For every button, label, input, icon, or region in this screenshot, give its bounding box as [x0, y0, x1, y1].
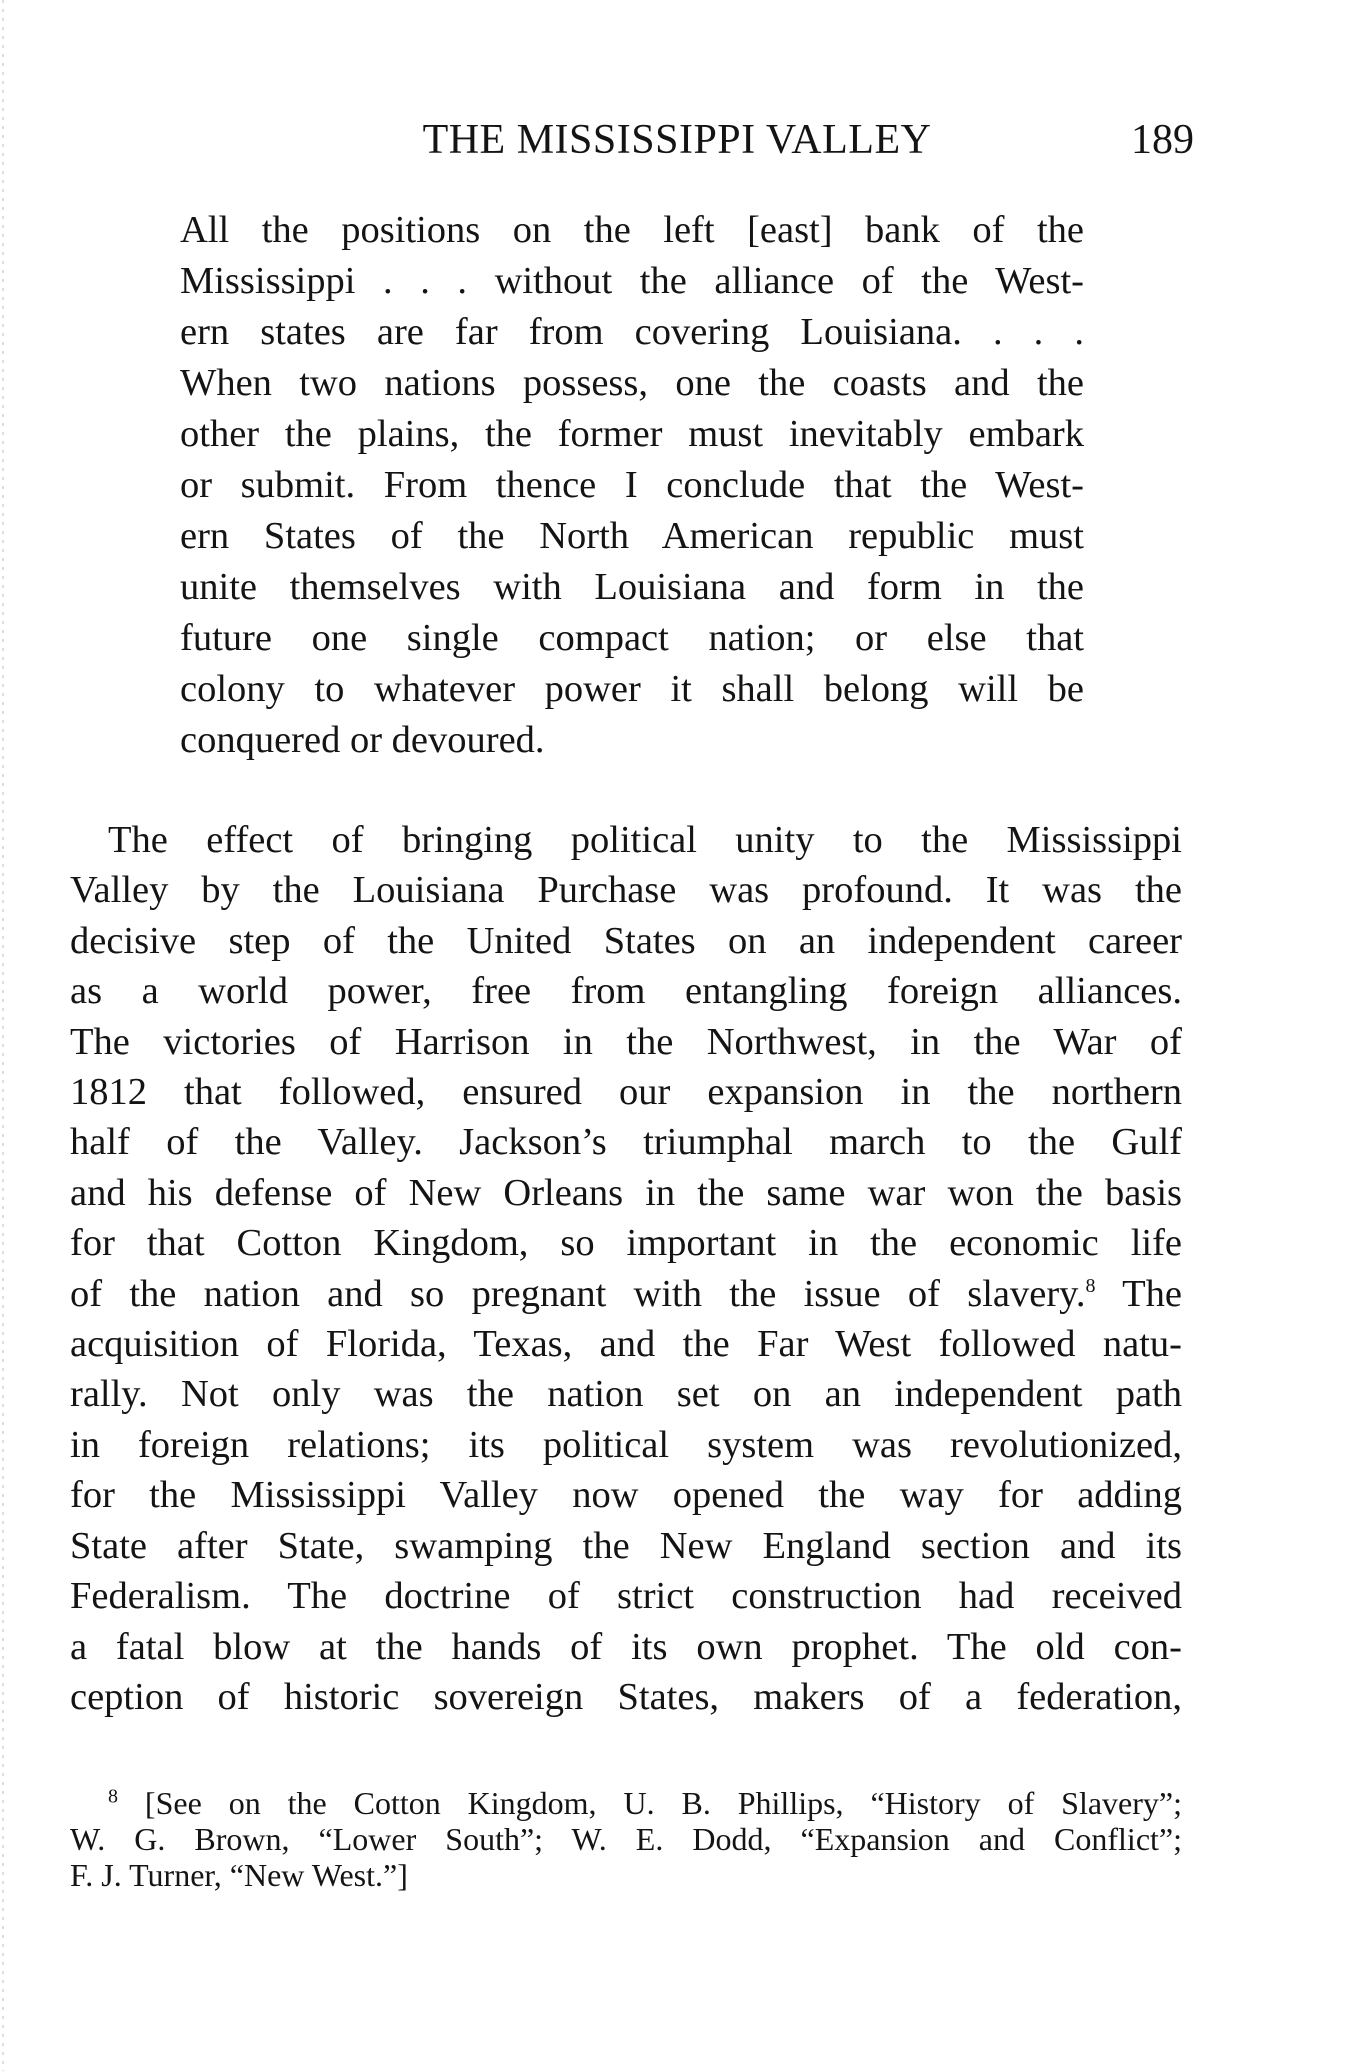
body-line: a fatal blow at the hands of its own prophet. The old con- — [70, 1625, 1182, 1668]
body-line: as a world power, free from entangling foreign alliances. — [70, 970, 1182, 1013]
body-line: decisive step of the United States on an independent career — [70, 919, 1182, 962]
body-line: Valley by the Louisiana Purchase was profound. It was the — [70, 869, 1182, 912]
page-edge-scan-artifact — [2, 0, 4, 2071]
quote-line: conquered or devoured. — [180, 719, 545, 761]
quote-line: colony to whatever power it shall belong will be — [180, 668, 1084, 710]
body-line: State after State, swamping the New England section and its — [70, 1524, 1182, 1567]
page-number: 189 — [1131, 117, 1194, 163]
quote-line: future one single compact nation; or else that — [180, 617, 1084, 659]
quote-line: or submit. From thence I conclude that the West- — [180, 464, 1084, 506]
body-line: in foreign relations; its political system was revolutionized, — [70, 1423, 1182, 1466]
body-line-tail: The — [1095, 1272, 1182, 1315]
body-line-text: of the nation and so pregnant with the issue of slavery. — [70, 1272, 1086, 1315]
body-line: acquisition of Florida, Texas, and the Far West followed natu- — [70, 1323, 1182, 1366]
running-title: THE MISSISSIPPI VALLEY — [422, 117, 932, 163]
body-line: The effect of bringing political unity to the Mississippi — [108, 819, 1182, 861]
body-line: ception of historic sovereign States, makers of a federation, — [70, 1675, 1182, 1718]
quote-line: When two nations possess, one the coasts and the — [180, 362, 1084, 404]
quote-line: Mississippi . . . without the alliance of the West- — [180, 260, 1084, 302]
body-line: and his defense of New Orleans in the same war won the basis — [70, 1171, 1182, 1214]
quote-line: unite themselves with Louisiana and form in the — [180, 566, 1084, 608]
footnote-line: W. G. Brown, “Lower South”; W. E. Dodd, “Expansion and Conflict”; — [70, 1821, 1182, 1857]
block-quote — [180, 205, 1084, 766]
body-line — [70, 1269, 1182, 1319]
running-header — [0, 110, 1354, 170]
body-line: for the Mississippi Valley now opened the way for adding — [70, 1474, 1182, 1517]
body-line: for that Cotton Kingdom, so important in the economic life — [70, 1222, 1182, 1265]
body-line: The victories of Harrison in the Northwest, in the War of — [70, 1020, 1182, 1063]
quote-line: ern States of the North American republic must — [180, 515, 1084, 557]
body-line: Federalism. The doctrine of strict construction had received — [70, 1575, 1182, 1618]
footnote-line-text: [See on the Cotton Kingdom, U. B. Phillips, “History of Slavery”; — [118, 1785, 1182, 1821]
footnote-reference-marker: 8 — [1085, 1274, 1096, 1297]
footnote-line: F. J. Turner, “New West.”] — [70, 1857, 408, 1893]
body-line: rally. Not only was the nation set on an independent path — [70, 1373, 1182, 1416]
footnote-line — [70, 1785, 1182, 1821]
quote-line: other the plains, the former must inevitably embark — [180, 413, 1084, 455]
quote-line: ern states are far from covering Louisiana. . . . — [180, 311, 1084, 353]
footnote — [70, 1785, 1182, 1893]
quote-line: All the positions on the left [east] bank of the — [180, 209, 1084, 251]
footnote-marker: 8 — [108, 1785, 118, 1808]
body-line: half of the Valley. Jackson’s triumphal march to the Gulf — [70, 1121, 1182, 1164]
body-line: 1812 that followed, ensured our expansion in the northern — [70, 1071, 1182, 1114]
body-paragraph — [70, 815, 1182, 1722]
